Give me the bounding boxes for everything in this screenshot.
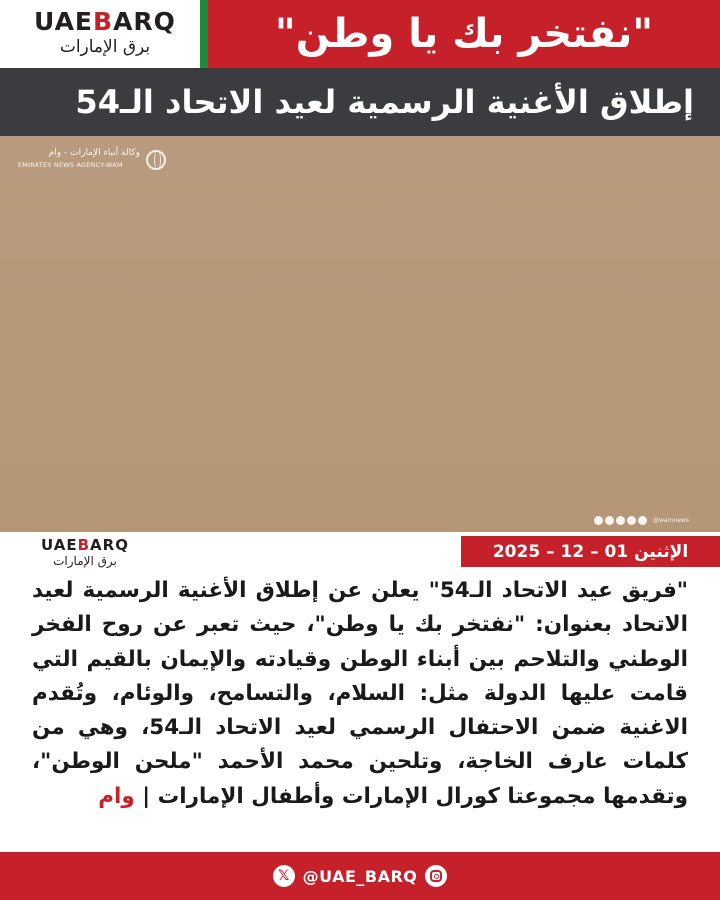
brand-logo[interactable] [20, 8, 190, 60]
article-body [32, 574, 688, 846]
source-separator: | [134, 783, 158, 809]
wam-english: EMIRATES NEWS AGENCY-WAM [18, 161, 123, 169]
headline: إطلاق الأغنية الرسمية لعيد الاتحاد الـ54 [75, 83, 694, 121]
logo-arabic: برق الإمارات [59, 37, 151, 57]
quote-title: "نفتخر بك يا وطن" [274, 11, 654, 57]
date-text: الإثنين 01 – 12 – 2025 [492, 541, 689, 562]
brand-logo-small[interactable] [40, 536, 130, 572]
logo-latin: UAEBARQ [34, 7, 176, 36]
photo-social-strip [594, 514, 704, 526]
date-badge [461, 536, 720, 567]
social-icon [627, 516, 636, 525]
headline-band [0, 68, 720, 136]
article-text: "فريق عيد الاتحاد الـ54" يعلن عن إطلاق الأغنية الرسمية لعيد الاتحاد بعنوان: "نفتخر بك يا وطن"، حيث تعبر عن روح الفخر الوطني والتلاحم بين أبناء الوطن وقيادته والإيمان بالقيم التي قامت عليها الدولة مثل: السلام، والتسامح، والوئام، وتُقدم الاغنية ضمن الاحتفال الرسمي لعيد الاتحاد الـ54، وهي من كلمات عارف الخاجة، وتلحين محمد الأحمد "ملحن الوطن"، وتقدمها مجموعتا كورال الإمارات وأطفال الإمارات [32, 578, 688, 809]
top-header [0, 0, 720, 68]
globe-icon [146, 150, 166, 170]
footer [0, 852, 720, 900]
wam-watermark [18, 148, 178, 174]
news-photo [0, 136, 720, 532]
social-icon [594, 516, 603, 525]
social-handle[interactable]: @UAE_BARQ [302, 866, 418, 886]
quote-title-panel [208, 0, 720, 68]
social-handle-link[interactable] [273, 865, 448, 887]
green-accent-bar [200, 0, 208, 68]
x-icon[interactable]: 𝕏 [273, 865, 295, 887]
instagram-icon[interactable] [425, 865, 447, 887]
photo-social-handle: @wamnews [653, 516, 689, 524]
social-icon [616, 516, 625, 525]
source-label: وام [98, 783, 135, 809]
wam-arabic: وكالة أنباء الإمارات - وام [48, 148, 140, 158]
social-icon [638, 516, 647, 525]
logo-arabic: برق الإمارات [53, 554, 117, 568]
social-icon [605, 516, 614, 525]
logo-latin: UAEBARQ [41, 536, 129, 554]
